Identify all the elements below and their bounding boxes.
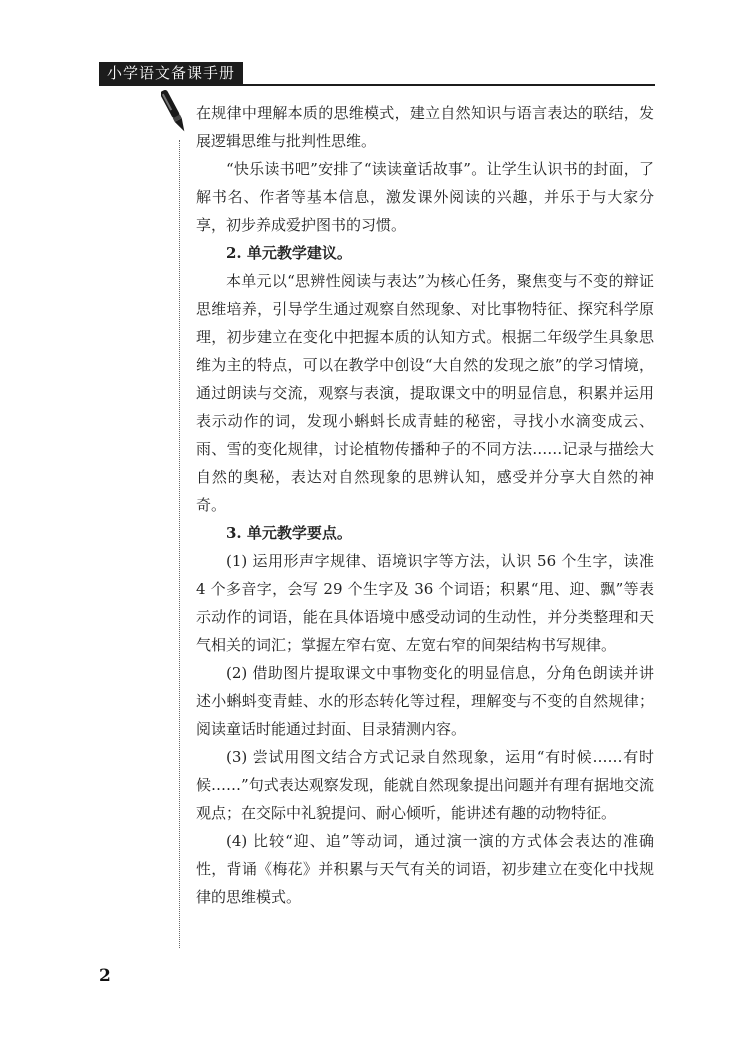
- section-heading-2: 2. 单元教学建议。: [226, 244, 352, 262]
- paragraph-continued: 在规律中理解本质的思维模式，建立自然知识与语言表达的联结，发展逻辑思维与批判性思维。: [196, 104, 654, 150]
- key-point-1: (1) 运用形声字规律、语境识字等方法，认识 56 个生字，读准 4 个多音字，会写 29 个生字及 36 个词语；积累“甩、迎、飘”等表示动作的词语，能在具体语境中感受动词的生动性，并分类整理和天气相关的词汇；掌握左窄右宽、左宽右窄的间架结构书写规律。: [196, 552, 654, 654]
- key-point-4: (4) 比较“迎、追”等动词，通过演一演的方式体会表达的准确性，背诵《梅花》并积累与天气有关的词语，初步建立在变化中找规律的思维模式。: [196, 832, 654, 906]
- book-title-tab: [99, 62, 243, 84]
- book-title: 小学语文备课手册: [106, 64, 235, 82]
- header-rule: [99, 84, 655, 86]
- margin-dotted-line: [179, 140, 180, 948]
- page-number: 2: [99, 966, 111, 986]
- key-point-3: (3) 尝试用图文结合方式记录自然现象，运用“有时候……有时候……”句式表达观察发现，能就自然现象提出问题并有理有据地交流观点；在交际中礼貌提问、耐心倾听，能讲述有趣的动物特征。: [196, 748, 654, 822]
- page-body: [196, 99, 654, 911]
- section-heading-3: 3. 单元教学要点。: [226, 524, 352, 542]
- key-point-2: (2) 借助图片提取课文中事物变化的明显信息，分角色朗读并讲述小蝌蚪变青蛙、水的形态转化等过程，理解变与不变的自然规律；阅读童话时能通过封面、目录猜测内容。: [196, 664, 654, 738]
- paragraph-teaching-suggestions: 本单元以“思辨性阅读与表达”为核心任务，聚焦变与不变的辩证思维培养，引导学生通过观察自然现象、对比事物特征、探究科学原理，初步建立在变化中把握本质的认知方式。根据二年级学生具象思维为主的特点，可以在教学中创设“大自然的发现之旅”的学习情境，通过朗读与交流，观察与表演，提取课文中的明显信息，积累并运用表示动作的词，发现小蝌蚪长成青蛙的秘密，寻找小水滴变成云、雨、雪的变化规律，讨论植物传播种子的不同方法……记录与描绘大自然的奥秘，表达对自然现象的思辨认知，感受并分享大自然的神奇。: [196, 272, 654, 514]
- paragraph-reading-club: “快乐读书吧”安排了“读读童话故事”。让学生认识书的封面，了解书名、作者等基本信息，激发课外阅读的兴趣，并乐于与大家分享，初步养成爱护图书的习惯。: [196, 160, 654, 234]
- pen-icon: [161, 87, 187, 137]
